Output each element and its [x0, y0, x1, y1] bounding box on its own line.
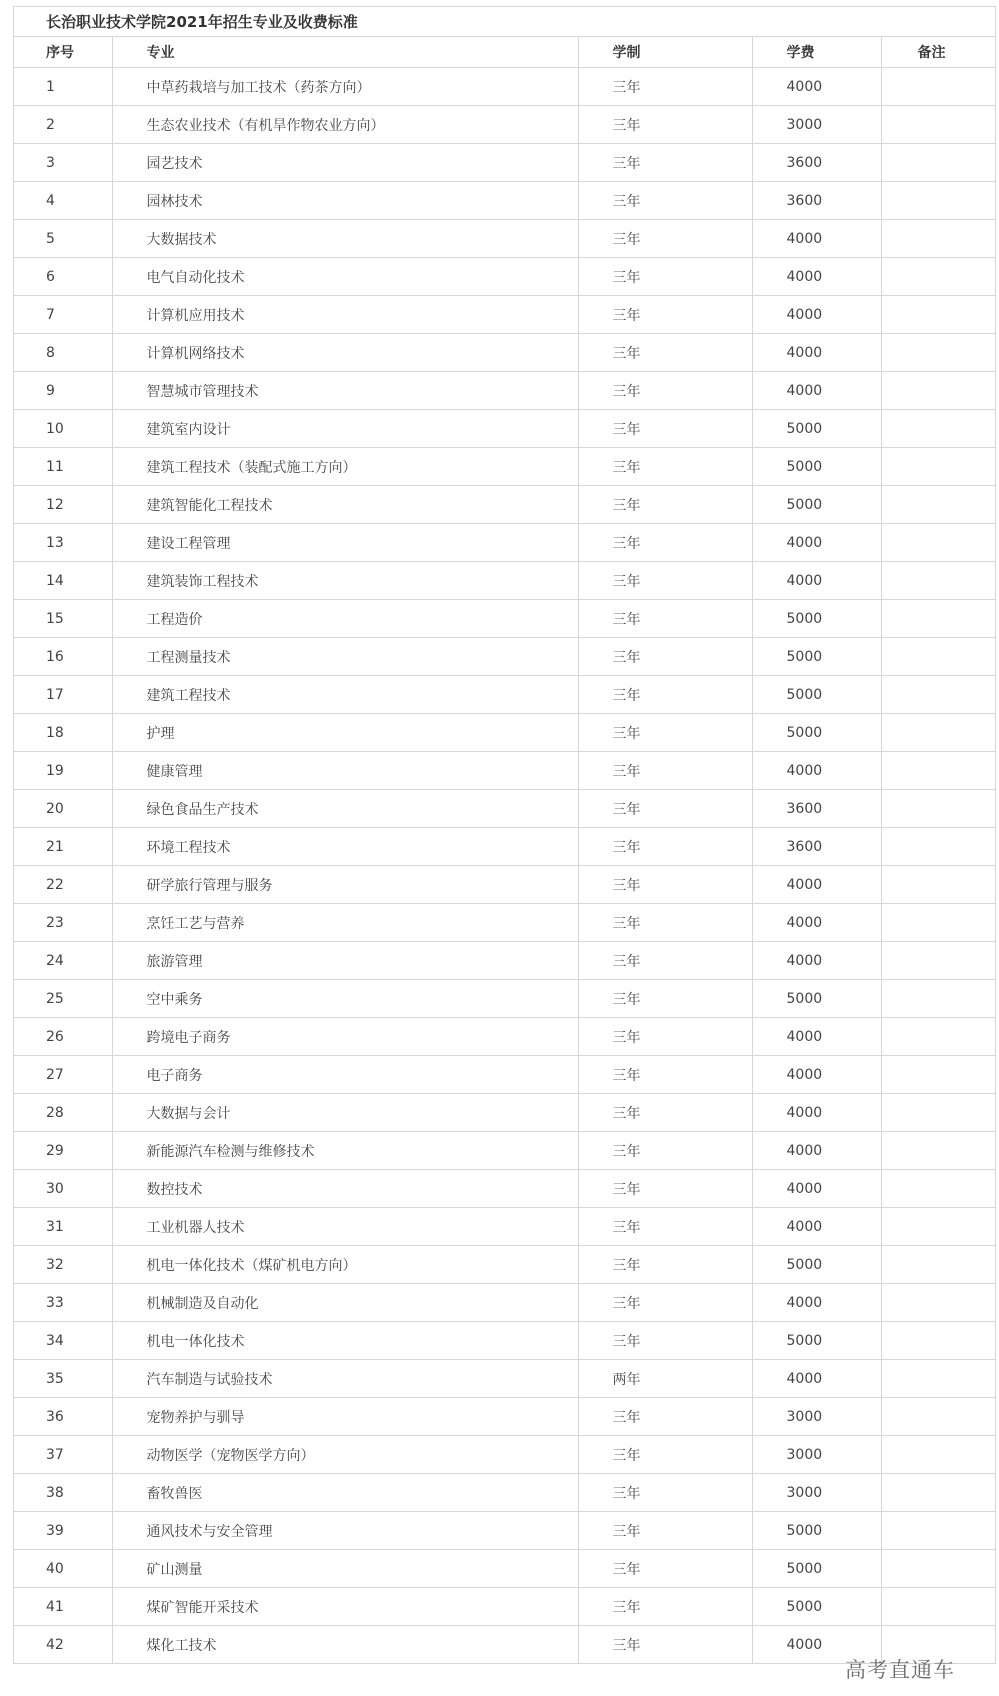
cell-note [881, 790, 995, 828]
cell-note [881, 1170, 995, 1208]
cell-years: 三年 [578, 182, 752, 220]
cell-no: 18 [14, 714, 112, 752]
cell-note [881, 866, 995, 904]
cell-fee: 4000 [752, 372, 881, 410]
cell-fee: 5000 [752, 980, 881, 1018]
cell-note [881, 1246, 995, 1284]
cell-note [881, 372, 995, 410]
cell-major: 煤矿智能开采技术 [112, 1588, 578, 1626]
cell-no: 23 [14, 904, 112, 942]
cell-years: 三年 [578, 638, 752, 676]
cell-major: 智慧城市管理技术 [112, 372, 578, 410]
table-row [14, 1284, 995, 1322]
cell-note [881, 904, 995, 942]
table-row [14, 68, 995, 106]
cell-note [881, 220, 995, 258]
cell-note [881, 1474, 995, 1512]
cell-note [881, 562, 995, 600]
watermark-text: 高考直通车 [845, 1658, 955, 1682]
cell-note [881, 410, 995, 448]
table-row [14, 1208, 995, 1246]
cell-years: 三年 [578, 1094, 752, 1132]
cell-major: 机电一体化技术（煤矿机电方向） [112, 1246, 578, 1284]
cell-major: 健康管理 [112, 752, 578, 790]
cell-no: 28 [14, 1094, 112, 1132]
table-row [14, 258, 995, 296]
table-row [14, 562, 995, 600]
cell-note [881, 524, 995, 562]
cell-fee: 4000 [752, 866, 881, 904]
cell-years: 三年 [578, 1436, 752, 1474]
cell-note [881, 1436, 995, 1474]
cell-major: 新能源汽车检测与维修技术 [112, 1132, 578, 1170]
header-fee: 学费 [752, 37, 881, 68]
cell-years: 三年 [578, 1322, 752, 1360]
cell-fee: 4000 [752, 524, 881, 562]
table-row [14, 1132, 995, 1170]
cell-major: 机电一体化技术 [112, 1322, 578, 1360]
cell-no: 3 [14, 144, 112, 182]
cell-years: 三年 [578, 942, 752, 980]
cell-major: 绿色食品生产技术 [112, 790, 578, 828]
table-title: 长治职业技术学院2021年招生专业及收费标准 [14, 7, 995, 37]
cell-years: 三年 [578, 220, 752, 258]
cell-years: 三年 [578, 1550, 752, 1588]
table-row [14, 600, 995, 638]
cell-fee: 5000 [752, 638, 881, 676]
cell-major: 建筑工程技术 [112, 676, 578, 714]
cell-fee: 3600 [752, 144, 881, 182]
cell-major: 矿山测量 [112, 1550, 578, 1588]
table-row [14, 752, 995, 790]
table-row [14, 296, 995, 334]
cell-note [881, 638, 995, 676]
table-row [14, 1246, 995, 1284]
cell-no: 15 [14, 600, 112, 638]
cell-years: 三年 [578, 1056, 752, 1094]
cell-note [881, 68, 995, 106]
cell-major: 大数据与会计 [112, 1094, 578, 1132]
cell-note [881, 296, 995, 334]
cell-years: 三年 [578, 1246, 752, 1284]
table-row [14, 486, 995, 524]
cell-years: 三年 [578, 600, 752, 638]
table-row [14, 372, 995, 410]
cell-note [881, 1360, 995, 1398]
cell-major: 大数据技术 [112, 220, 578, 258]
cell-no: 29 [14, 1132, 112, 1170]
table-row [14, 790, 995, 828]
cell-major: 跨境电子商务 [112, 1018, 578, 1056]
cell-fee: 4000 [752, 1094, 881, 1132]
cell-years: 三年 [578, 752, 752, 790]
cell-no: 42 [14, 1626, 112, 1664]
cell-major: 生态农业技术（有机旱作物农业方向） [112, 106, 578, 144]
cell-fee: 3000 [752, 1398, 881, 1436]
table-row [14, 1588, 995, 1626]
cell-fee: 5000 [752, 410, 881, 448]
cell-fee: 4000 [752, 296, 881, 334]
cell-fee: 4000 [752, 904, 881, 942]
table-row [14, 904, 995, 942]
cell-years: 三年 [578, 106, 752, 144]
cell-major: 烹饪工艺与营养 [112, 904, 578, 942]
table-row [14, 638, 995, 676]
cell-major: 中草药栽培与加工技术（药茶方向） [112, 68, 578, 106]
cell-fee: 5000 [752, 600, 881, 638]
cell-note [881, 1056, 995, 1094]
table-row [14, 828, 995, 866]
cell-fee: 3000 [752, 106, 881, 144]
cell-no: 41 [14, 1588, 112, 1626]
cell-note [881, 448, 995, 486]
cell-years: 三年 [578, 1626, 752, 1664]
cell-note [881, 1588, 995, 1626]
cell-major: 电子商务 [112, 1056, 578, 1094]
cell-no: 19 [14, 752, 112, 790]
cell-major: 机械制造及自动化 [112, 1284, 578, 1322]
cell-fee: 4000 [752, 1284, 881, 1322]
cell-no: 13 [14, 524, 112, 562]
cell-major: 工程造价 [112, 600, 578, 638]
table-row [14, 334, 995, 372]
cell-major: 工业机器人技术 [112, 1208, 578, 1246]
cell-major: 环境工程技术 [112, 828, 578, 866]
table-row [14, 714, 995, 752]
table-row [14, 1436, 995, 1474]
cell-years: 三年 [578, 410, 752, 448]
table-row [14, 144, 995, 182]
cell-no: 8 [14, 334, 112, 372]
table-row [14, 106, 995, 144]
cell-major: 数控技术 [112, 1170, 578, 1208]
cell-fee: 4000 [752, 1056, 881, 1094]
table-row [14, 220, 995, 258]
table-row [14, 1550, 995, 1588]
cell-years: 三年 [578, 372, 752, 410]
cell-no: 25 [14, 980, 112, 1018]
cell-no: 30 [14, 1170, 112, 1208]
cell-major: 建设工程管理 [112, 524, 578, 562]
table-row [14, 1056, 995, 1094]
cell-note [881, 676, 995, 714]
cell-major: 建筑智能化工程技术 [112, 486, 578, 524]
cell-years: 三年 [578, 68, 752, 106]
cell-no: 36 [14, 1398, 112, 1436]
cell-fee: 3600 [752, 790, 881, 828]
cell-years: 三年 [578, 486, 752, 524]
cell-fee: 4000 [752, 942, 881, 980]
cell-no: 16 [14, 638, 112, 676]
cell-years: 三年 [578, 714, 752, 752]
cell-major: 动物医学（宠物医学方向） [112, 1436, 578, 1474]
table-row [14, 942, 995, 980]
table-row [14, 1512, 995, 1550]
cell-major: 畜牧兽医 [112, 1474, 578, 1512]
table-row [14, 1360, 995, 1398]
table-row [14, 448, 995, 486]
cell-no: 33 [14, 1284, 112, 1322]
cell-fee: 4000 [752, 334, 881, 372]
table-row [14, 1474, 995, 1512]
cell-major: 园艺技术 [112, 144, 578, 182]
fee-table-container [13, 6, 996, 1664]
cell-no: 38 [14, 1474, 112, 1512]
cell-years: 三年 [578, 1018, 752, 1056]
cell-fee: 5000 [752, 1322, 881, 1360]
table-row [14, 866, 995, 904]
cell-no: 39 [14, 1512, 112, 1550]
cell-note [881, 1398, 995, 1436]
cell-note [881, 1284, 995, 1322]
cell-major: 工程测量技术 [112, 638, 578, 676]
cell-fee: 5000 [752, 448, 881, 486]
cell-fee: 3000 [752, 1436, 881, 1474]
cell-fee: 4000 [752, 1360, 881, 1398]
cell-note [881, 106, 995, 144]
cell-no: 22 [14, 866, 112, 904]
cell-major: 研学旅行管理与服务 [112, 866, 578, 904]
cell-no: 40 [14, 1550, 112, 1588]
cell-no: 20 [14, 790, 112, 828]
cell-years: 三年 [578, 296, 752, 334]
cell-fee: 5000 [752, 1550, 881, 1588]
cell-note [881, 1512, 995, 1550]
cell-years: 三年 [578, 676, 752, 714]
cell-no: 26 [14, 1018, 112, 1056]
cell-years: 三年 [578, 1474, 752, 1512]
cell-note [881, 1094, 995, 1132]
cell-fee: 5000 [752, 1588, 881, 1626]
table-row [14, 524, 995, 562]
cell-no: 21 [14, 828, 112, 866]
cell-years: 三年 [578, 448, 752, 486]
cell-fee: 3600 [752, 182, 881, 220]
cell-major: 护理 [112, 714, 578, 752]
cell-no: 12 [14, 486, 112, 524]
table-row [14, 1094, 995, 1132]
cell-fee: 4000 [752, 1018, 881, 1056]
table-row [14, 1170, 995, 1208]
cell-no: 34 [14, 1322, 112, 1360]
cell-years: 三年 [578, 1398, 752, 1436]
cell-note [881, 1322, 995, 1360]
cell-fee: 4000 [752, 1208, 881, 1246]
cell-major: 空中乘务 [112, 980, 578, 1018]
cell-no: 11 [14, 448, 112, 486]
cell-years: 三年 [578, 828, 752, 866]
cell-major: 建筑工程技术（装配式施工方向） [112, 448, 578, 486]
cell-years: 三年 [578, 980, 752, 1018]
cell-note [881, 258, 995, 296]
cell-years: 三年 [578, 258, 752, 296]
cell-no: 5 [14, 220, 112, 258]
cell-no: 37 [14, 1436, 112, 1474]
cell-years: 三年 [578, 790, 752, 828]
cell-no: 27 [14, 1056, 112, 1094]
cell-no: 2 [14, 106, 112, 144]
cell-years: 三年 [578, 1512, 752, 1550]
cell-no: 4 [14, 182, 112, 220]
cell-fee: 3000 [752, 1474, 881, 1512]
cell-no: 1 [14, 68, 112, 106]
cell-note [881, 1550, 995, 1588]
table-row [14, 676, 995, 714]
cell-note [881, 1018, 995, 1056]
cell-no: 24 [14, 942, 112, 980]
cell-note [881, 1208, 995, 1246]
cell-major: 建筑室内设计 [112, 410, 578, 448]
cell-major: 电气自动化技术 [112, 258, 578, 296]
cell-years: 三年 [578, 1208, 752, 1246]
cell-fee: 3600 [752, 828, 881, 866]
cell-major: 旅游管理 [112, 942, 578, 980]
cell-note [881, 714, 995, 752]
cell-no: 7 [14, 296, 112, 334]
cell-fee: 4000 [752, 220, 881, 258]
cell-no: 32 [14, 1246, 112, 1284]
cell-no: 6 [14, 258, 112, 296]
cell-no: 35 [14, 1360, 112, 1398]
cell-fee: 4000 [752, 562, 881, 600]
cell-fee: 4000 [752, 68, 881, 106]
cell-years: 三年 [578, 904, 752, 942]
cell-fee: 5000 [752, 676, 881, 714]
table-header-row [14, 37, 995, 68]
table-body [14, 68, 995, 1664]
fee-table [14, 37, 995, 1663]
cell-major: 计算机应用技术 [112, 296, 578, 334]
cell-fee: 4000 [752, 1132, 881, 1170]
cell-fee: 5000 [752, 1512, 881, 1550]
cell-fee: 5000 [752, 486, 881, 524]
cell-major: 园林技术 [112, 182, 578, 220]
cell-no: 17 [14, 676, 112, 714]
cell-years: 三年 [578, 334, 752, 372]
table-row [14, 1018, 995, 1056]
cell-major: 通风技术与安全管理 [112, 1512, 578, 1550]
cell-years: 三年 [578, 562, 752, 600]
header-years: 学制 [578, 37, 752, 68]
cell-no: 14 [14, 562, 112, 600]
cell-fee: 4000 [752, 752, 881, 790]
cell-note [881, 1132, 995, 1170]
cell-note [881, 486, 995, 524]
cell-years: 三年 [578, 866, 752, 904]
cell-fee: 4000 [752, 258, 881, 296]
cell-years: 三年 [578, 1588, 752, 1626]
cell-major: 煤化工技术 [112, 1626, 578, 1664]
cell-major: 汽车制造与试验技术 [112, 1360, 578, 1398]
cell-major: 建筑装饰工程技术 [112, 562, 578, 600]
cell-note [881, 182, 995, 220]
cell-note [881, 980, 995, 1018]
cell-major: 计算机网络技术 [112, 334, 578, 372]
header-no: 序号 [14, 37, 112, 68]
cell-years: 两年 [578, 1360, 752, 1398]
cell-years: 三年 [578, 1170, 752, 1208]
table-row [14, 1398, 995, 1436]
cell-note [881, 752, 995, 790]
cell-note [881, 942, 995, 980]
cell-fee: 4000 [752, 1626, 881, 1664]
table-row [14, 1322, 995, 1360]
cell-years: 三年 [578, 1132, 752, 1170]
cell-no: 31 [14, 1208, 112, 1246]
header-major: 专业 [112, 37, 578, 68]
cell-note [881, 334, 995, 372]
cell-note [881, 828, 995, 866]
cell-major: 宠物养护与驯导 [112, 1398, 578, 1436]
cell-years: 三年 [578, 144, 752, 182]
table-row [14, 410, 995, 448]
cell-fee: 5000 [752, 714, 881, 752]
cell-fee: 5000 [752, 1246, 881, 1284]
table-row [14, 980, 995, 1018]
table-row [14, 182, 995, 220]
cell-years: 三年 [578, 1284, 752, 1322]
cell-note [881, 600, 995, 638]
cell-years: 三年 [578, 524, 752, 562]
header-note: 备注 [881, 37, 995, 68]
cell-note [881, 144, 995, 182]
cell-no: 9 [14, 372, 112, 410]
cell-no: 10 [14, 410, 112, 448]
cell-fee: 4000 [752, 1170, 881, 1208]
